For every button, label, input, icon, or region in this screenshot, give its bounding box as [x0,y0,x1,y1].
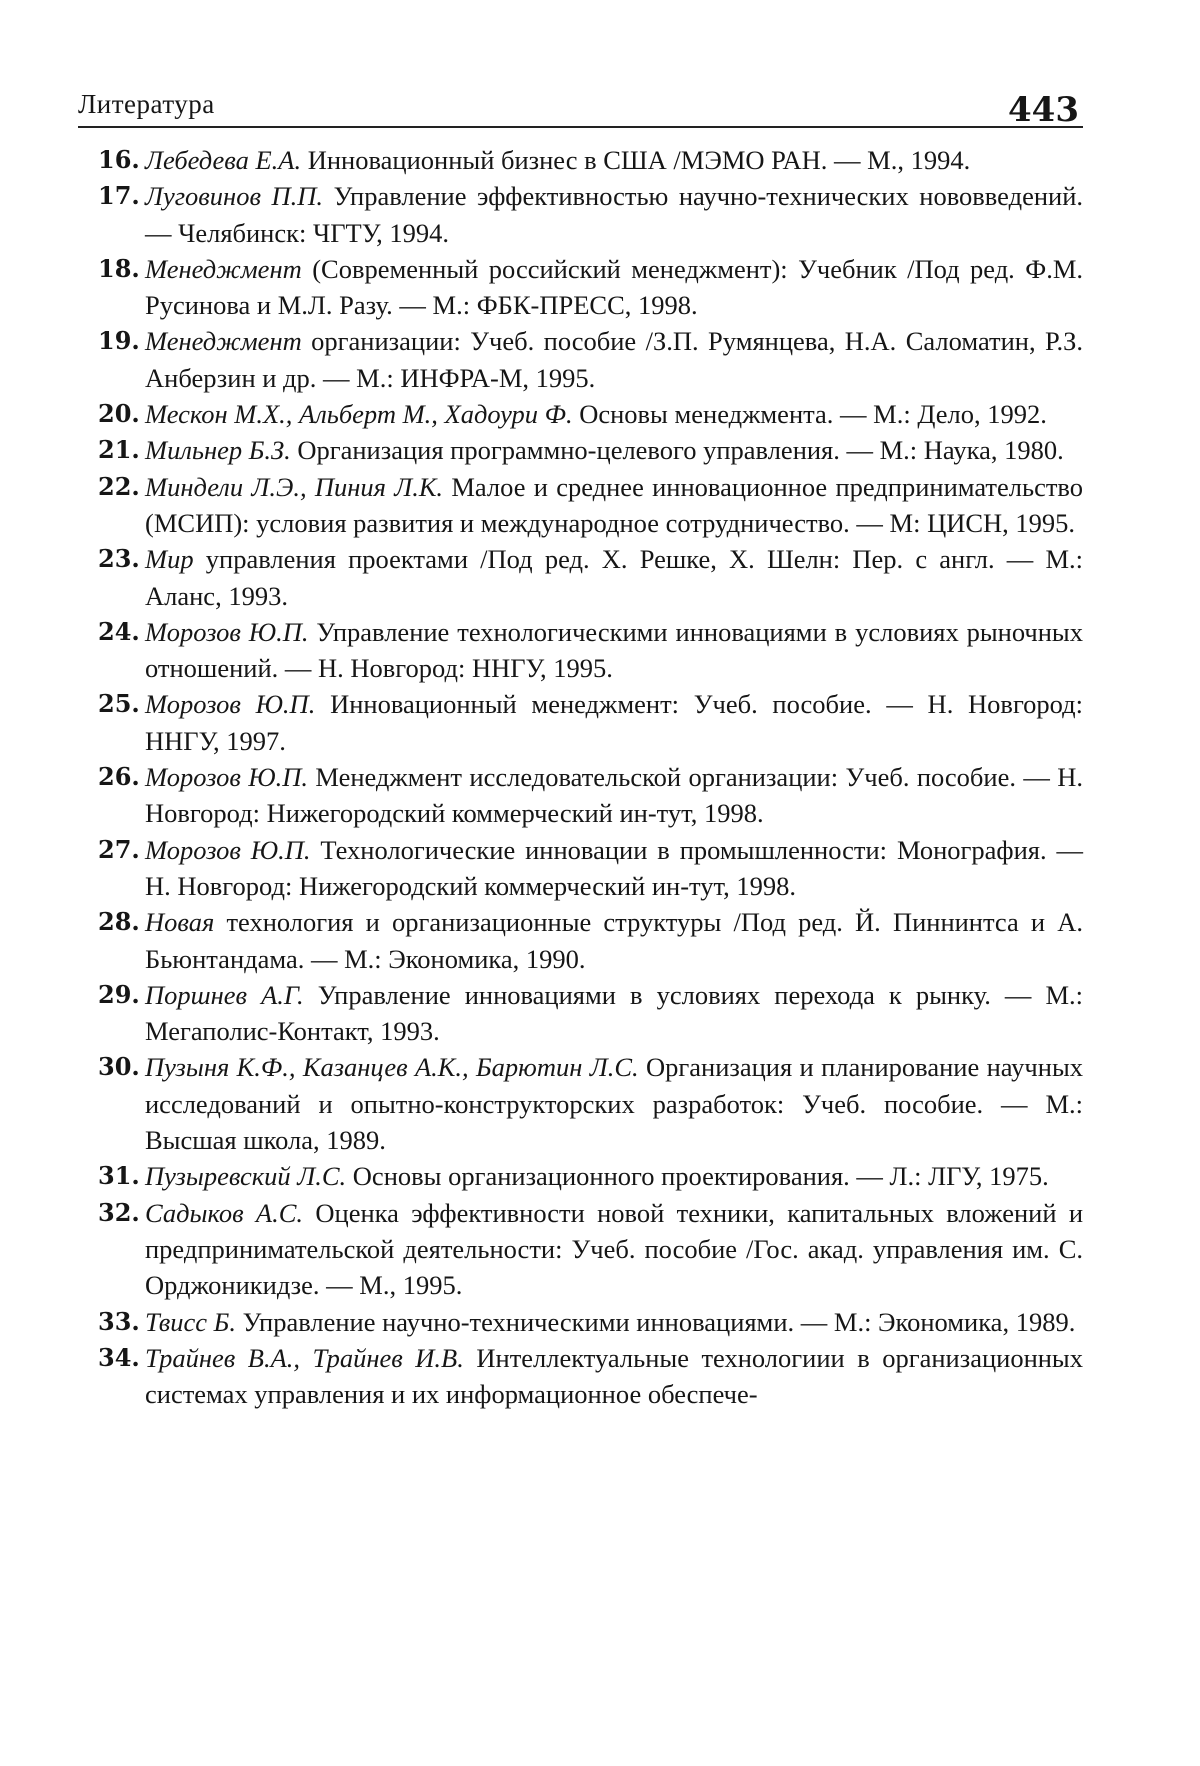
entry-author: Морозов Ю.П. [145,616,309,647]
book-page [78,70,1083,1412]
entry-number: 28. [98,907,140,937]
bibliography-entry [78,541,1083,614]
section-title: Литература [78,89,215,119]
entry-author: Морозов Ю.П. [145,762,308,793]
entry-text: Управление технологическими инновациями в условиях рыночных отношений. — Н. Новгород: ННГУ, 1995. [145,616,1083,684]
entry-author: Трайнев В.А., Трайнев И.В. [145,1342,464,1373]
entry-number: 18. [98,253,140,283]
entry-author: Морозов Ю.П. [145,689,316,720]
entry-text: технология и организационные структуры /Под ред. Й. Пиннинтса и А. Бьюнтандама. — М.: Экономика, 1990. [145,907,1083,974]
entry-text: Управление инновациями в условиях перехода к рынку. — М.: Мегаполис-Контакт, 1993. [145,979,1084,1047]
entry-author: Поршнев А.Г. [145,979,304,1010]
entry-number: 34. [98,1342,140,1372]
running-header [78,70,1083,128]
entry-text: Малое и среднее инновационное предпринимательство (МСИП): условия развития и международное сотрудничество. — М: ЦИСН, 1995. [145,471,1083,538]
entry-text: Менеджмент исследовательской организации: Учеб. пособие. — Н. Новгород: Нижегородский коммерческий ин-тут, 1998. [145,762,1083,829]
bibliography-entry [78,1049,1083,1158]
bibliography-entry [78,396,1083,432]
entry-author: Твисс Б. [145,1306,236,1337]
entry-text: управления проектами /Под ред. Х. Решке, Х. Шелн: Пер. с англ. — М.: Аланс, 1993. [145,544,1084,611]
entry-number: 25. [98,689,140,719]
bibliography-entry [78,1158,1083,1194]
entry-number: 26. [98,762,140,792]
entry-number: 31. [98,1161,140,1191]
bibliography-entry [78,142,1083,178]
bibliography-entry [78,904,1083,977]
entry-text: (Современный российский менеджмент): Учебник /Под ред. Ф.М. Русинова и М.Л. Разу. — М.: ФБК-ПРЕСС, 1998. [145,253,1084,321]
bibliography-entry [78,251,1083,324]
entry-text: Управление эффективностью научно-технических нововведений. — Челябинск: ЧГТУ, 1994. [145,181,1083,248]
entry-author: Луговинов П.П. [145,181,324,212]
bibliography-entry [78,686,1083,759]
bibliography-entry [78,1304,1083,1340]
entry-number: 21. [98,435,140,465]
bibliography-entry [78,178,1083,251]
entry-text: Инновационный бизнес в США /МЭМО РАН. — М., 1994. [307,145,971,175]
entry-text: Инновационный менеджмент: Учеб. пособие. — Н. Новгород: ННГУ, 1997. [145,689,1083,756]
entry-author: Менеджмент [145,326,302,357]
entry-text: Организация и планирование научных исследований и опытно-конструкторских разработок: Учеб. пособие. — М.: Высшая школа, 1989. [145,1052,1083,1156]
entry-number: 30. [98,1052,140,1082]
bibliography-entry [78,1340,1083,1413]
entry-text: Технологические инновации в промышленности: Монография. — Н. Новгород: Нижегородский коммерческий ин-тут, 1998. [145,834,1083,901]
entry-number: 27. [98,834,140,864]
bibliography-entry [78,977,1083,1050]
entry-author: Менеджмент [145,253,302,284]
entry-text: Основы организационного проектирования. — Л.: ЛГУ, 1975. [352,1161,1049,1192]
entry-number: 32. [98,1197,140,1227]
bibliography-entry [78,832,1083,905]
entry-author: Мильнер Б.З. [145,435,291,466]
entry-number: 20. [98,399,140,429]
bibliography-entry [78,614,1083,687]
entry-author: Морозов Ю.П. [145,834,311,865]
bibliography-entry [78,323,1083,396]
entry-author: Садыков А.С. [145,1197,304,1228]
entry-author: Новая [145,907,215,938]
entry-text: Управление научно-техническими инновациями. — М.: Экономика, 1989. [242,1306,1076,1337]
entry-text: Оценка эффективности новой техники, капитальных вложений и предпринимательской деятельности: Учеб. пособие /Гос. акад. управления им. С. Орджоникидзе. — М., 1995. [145,1197,1084,1301]
entry-number: 24. [98,616,140,646]
entry-number: 22. [98,471,140,501]
entry-author: Пузыня К.Ф., Казанцев А.К., Барютин Л.С. [145,1052,639,1083]
entry-author: Мескон М.Х., Альберт М., Хадоури Ф. [145,399,573,430]
page-number: 443 [1008,90,1079,130]
entry-author: Миндели Л.Э., Пиния Л.К. [145,471,444,502]
entry-text: Интеллектуальные технологиии в организационных системах управления и их информационное обеспече- [145,1342,1083,1410]
entry-number: 16. [98,145,140,174]
entry-number: 33. [98,1306,140,1336]
entry-number: 19. [98,326,140,356]
bibliography-entry [78,469,1083,542]
entry-text: Основы менеджмента. — М.: Дело, 1992. [579,399,1047,430]
bibliography-entry [78,759,1083,832]
entry-author: Пузыревский Л.С. [145,1161,347,1192]
entry-author: Мир [145,544,194,575]
bibliography-entry [78,432,1083,468]
entry-text: организации: Учеб. пособие /З.П. Румянцева, Н.А. Саломатин, Р.З. Анберзин и др. — М.: ИНФРА-М, 1995. [145,326,1083,393]
bibliography-list [78,142,1083,1412]
entry-text: Организация программно-целевого управления. — М.: Наука, 1980. [297,435,1064,466]
entry-number: 23. [98,544,140,574]
entry-number: 29. [98,979,140,1009]
entry-number: 17. [98,181,140,211]
entry-author: Лебедева Е.А. [145,145,302,175]
bibliography-entry [78,1195,1083,1304]
